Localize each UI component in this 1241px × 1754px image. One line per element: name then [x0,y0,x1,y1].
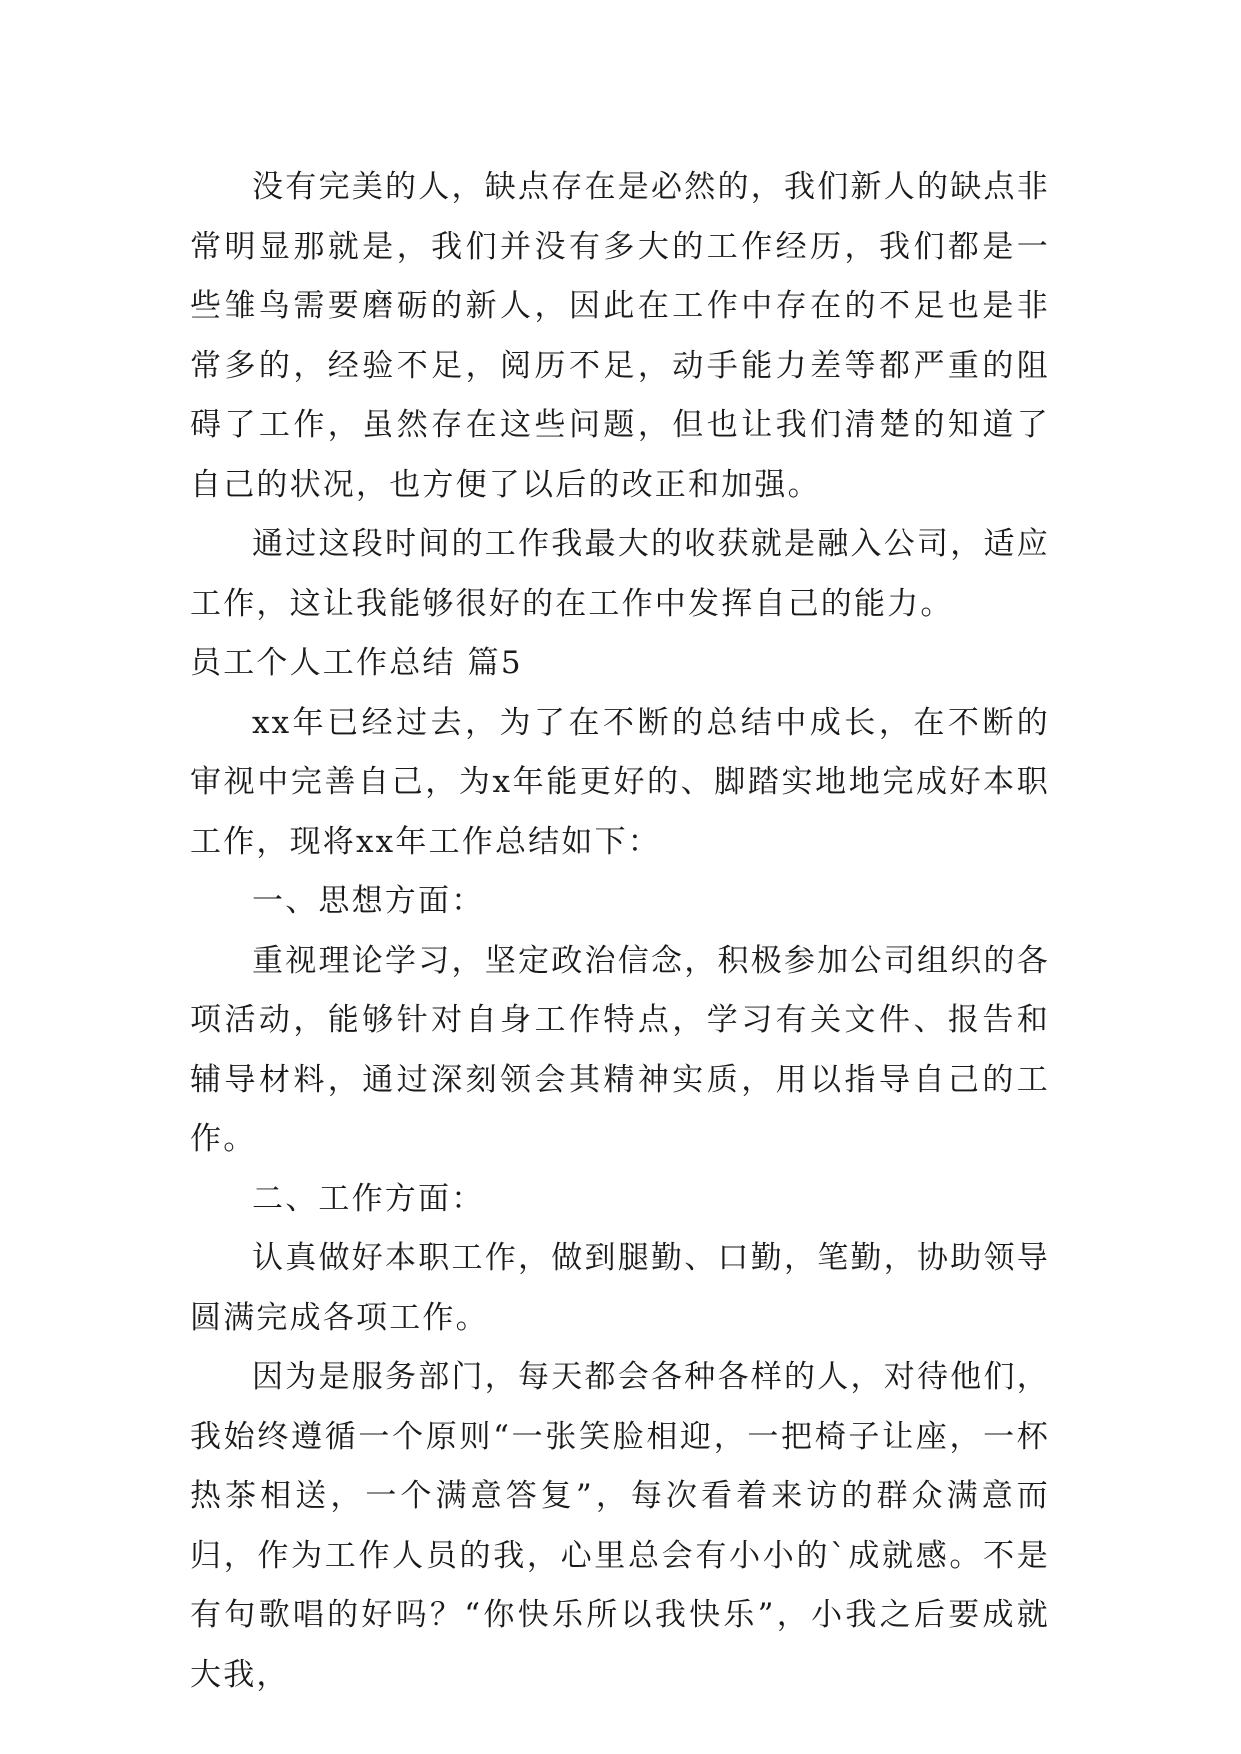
paragraph: 重视理论学习，坚定政治信念，积极参加公司组织的各项活动，能够针对自身工作特点，学习有关文件、报告和辅导材料，通过深刻领会其精神实质，用以指导自己的工作。 [190,942,1050,1157]
paragraph: xx年已经过去，为了在不断的总结中成长，在不断的审视中完善自己，为x年能更好的、脚踏实地地完成好本职工作，现将xx年工作总结如下： [190,704,1050,860]
subheading: 二、工作方面： [252,1180,485,1217]
section-heading: 员工个人工作总结 篇5 [190,645,523,681]
paragraph: 认真做好本职工作，做到腿勤、口勤，笔勤，协助领导圆满完成各项工作。 [190,1240,1050,1336]
paragraph: 因为是服务部门，每天都会各种各样的人，对待他们，我始终遵循一个原则“一张笑脸相迎，一把椅子让座，一杯热茶相送，一个满意答复”，每次看着来访的群众满意而归，作为工作人员的我，心里总会有小小的`成就感。不是有句歌唱的好吗？“你快乐所以我快乐”，小我之后要成就大我， [190,1359,1050,1693]
document-body [190,158,1050,1705]
paragraph: 没有完美的人，缺点存在是必然的，我们新人的缺点非常明显那就是，我们并没有多大的工作经历，我们都是一些雏鸟需要磨砺的新人，因此在工作中存在的不足也是非常多的，经验不足，阅历不足，动手能力差等都严重的阻碍了工作，虽然存在这些问题，但也让我们清楚的知道了自己的状况，也方便了以后的改正和加强。 [190,169,1050,503]
subheading: 一、思想方面： [252,883,485,919]
paragraph: 通过这段时间的工作我最大的收获就是融入公司，适应工作，这让我能够很好的在工作中发挥自己的能力。 [190,526,1050,622]
